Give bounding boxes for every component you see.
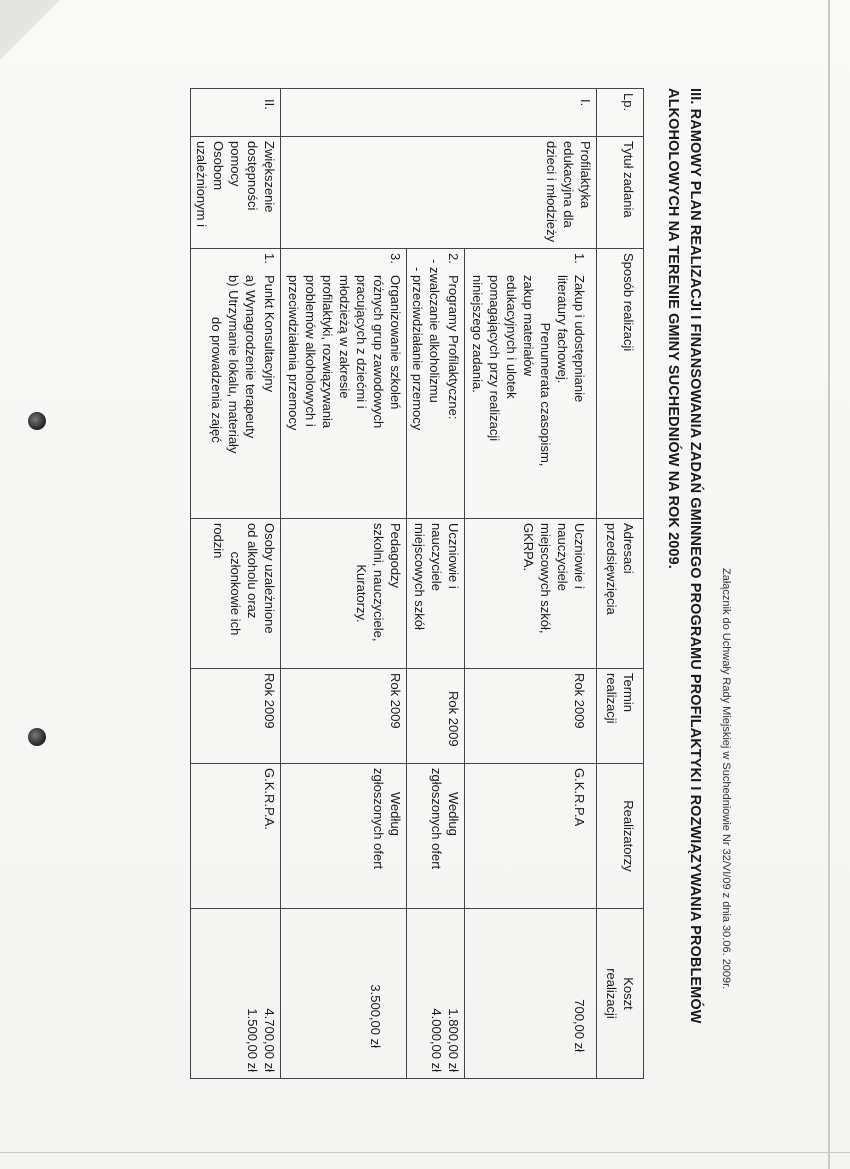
item-number: 1. [572, 253, 587, 264]
row1-item3-method [281, 249, 407, 519]
title-line-2: ALKOHOLOWYCH NA TERENIE GMINY SUCHEDNIÓW NA ROK 2009. [665, 88, 681, 569]
item-line: zakup materiałów [521, 275, 536, 377]
table-header-row [597, 89, 644, 1079]
table-row [191, 89, 281, 1079]
row1-item3-cost: 3.500,00 zł [281, 909, 407, 1079]
row1-title-line3: dzieci i młodzieży [544, 141, 559, 243]
header-term-line1: Termin [621, 673, 636, 713]
recipients-line: Pedagodzy [388, 523, 403, 589]
row1-item1-executors: G.K.R.P.A [465, 764, 597, 909]
item-line: edukacyjnych i ulotek [504, 275, 519, 399]
row1-item3-term: Rok 2009 [281, 669, 407, 764]
list-item [285, 253, 404, 514]
item-subline: a) Wynagrodzenie terapeuty [243, 275, 258, 439]
item-line: pomagających przy realizacji [487, 275, 502, 442]
plan-table [190, 88, 644, 1079]
item-subline: - zwalczanie alkoholizmu [427, 259, 442, 403]
header-lp: Lp. [597, 89, 644, 137]
item-line: niniejszego zadania. [470, 275, 485, 393]
item-line: Organizowanie szkoleń [388, 275, 403, 410]
header-cost [597, 909, 644, 1079]
executors-line: Według [446, 792, 461, 836]
header-task-title: Tytuł zadania [597, 137, 644, 249]
header-term-line2: realizacji [604, 673, 619, 724]
document-title [662, 88, 706, 1068]
row2-cost [191, 909, 281, 1079]
row2-task-title [191, 137, 281, 249]
cost-line: 1.800,00 zł [446, 1008, 461, 1072]
row2-title-line: Zwiększenie [262, 141, 277, 213]
row2-recipients [191, 519, 281, 669]
row1-item1-cost: 700,00 zł [465, 909, 597, 1079]
row1-title-line2: edukacyjna dla [561, 141, 576, 228]
header-cost-line1: Koszt [621, 977, 636, 1010]
row1-item3-recipients [281, 519, 407, 669]
page-corner-fold [0, 0, 60, 60]
item-line: różnych grup zawodowych [371, 275, 386, 429]
header-recipients-line1: Adresaci [621, 523, 636, 574]
row2-title-line: uzależnionym i [194, 141, 209, 227]
item-line: problemów alkoholowych i [303, 275, 318, 427]
header-recipients-line2: przedsięwzięcia [604, 523, 619, 615]
row1-item2-cost [407, 909, 465, 1079]
list-item [445, 253, 462, 514]
item-number: 3. [388, 253, 403, 264]
header-method: Sposób realizacji [597, 249, 644, 519]
executors-line: zgłoszonych ofert [371, 768, 386, 870]
recipients-line: nauczyciele [429, 523, 444, 591]
item-line: Prenumerata czasopism, [538, 322, 553, 467]
row1-item1-method [465, 249, 597, 519]
header-recipients [597, 519, 644, 669]
row1-task-title [281, 137, 597, 249]
item-text: Punkt Konsultacyjny [262, 275, 277, 393]
list-item [469, 253, 588, 514]
row1-item1-term: Rok 2009 [465, 669, 597, 764]
recipients-line: Osoby uzależnione [262, 523, 277, 634]
header-executors: Realizatorzy [597, 764, 644, 909]
recipients-line: GKRPA. [521, 523, 536, 572]
row2-executors: G.K.R.P.A. [191, 764, 281, 909]
row2-title-line: dostępności pomocy [228, 141, 260, 211]
item-subline: do prowadzenia zajęć [209, 317, 224, 443]
page-bottom-edge [0, 1152, 850, 1153]
item-line: młodzieżą w zakresie [337, 275, 352, 399]
row2-lp: II. [191, 89, 281, 137]
item-subline: - przeciwdziałanie przemocy [410, 267, 425, 431]
cost-line: 4.700,00 zł [262, 1008, 277, 1072]
recipients-line: Kuratorzy. [354, 564, 369, 623]
item-text [469, 275, 588, 514]
item-line: Zakup i udostępnianie [572, 275, 587, 403]
item-line: pracujących z dziećmi i [354, 275, 369, 409]
item-number: 1. [262, 253, 277, 264]
recipients-line: od alkoholu oraz [245, 523, 260, 619]
row2-title-line: Osobom [211, 141, 226, 191]
annex-note: Załącznik do Uchwały Rady Miejskiej w Suchedniowie Nr 32/VI/09 z dnia 30.06. 2009r. [720, 568, 732, 990]
row1-item3-executors [281, 764, 407, 909]
row1-lp: I. [281, 89, 597, 137]
row1-item1-recipients [465, 519, 597, 669]
row2-term: Rok 2009 [191, 669, 281, 764]
rotated-landscape-content [90, 48, 740, 1088]
page-edge-line [828, 0, 830, 1169]
row2-method [191, 249, 281, 519]
recipients-line: członkowie ich [228, 551, 243, 636]
row1-title-line1: Profilaktyka [578, 141, 593, 209]
row1-item2-recipients [407, 519, 465, 669]
table-row [465, 89, 597, 1079]
recipients-line: Uczniowie i [446, 523, 461, 589]
punch-hole-bottom [28, 728, 46, 746]
cost-line: 4.000,00 zł [429, 1008, 444, 1072]
item-number: 2. [446, 253, 461, 264]
recipients-line: miejscowych szkół, [538, 523, 553, 634]
item-line: profilaktyki, rozwiązywania [320, 275, 335, 429]
recipients-line: miejscowych szkół [412, 523, 427, 630]
header-cost-line2: realizacji [604, 968, 619, 1019]
recipients-line: Uczniowie i [572, 523, 587, 589]
punch-hole-top [28, 412, 46, 430]
executors-line: zgłoszonych ofert [429, 768, 444, 870]
row1-item2-executors [407, 764, 465, 909]
item-subline: b) Utrzymanie lokalu, materiały [226, 275, 241, 454]
header-term [597, 669, 644, 764]
row1-item2-term: Rok 2009 [407, 669, 465, 764]
recipients-line: szkolni, nauczyciele, [371, 523, 386, 642]
item-line: literatury fachowej. [555, 275, 570, 384]
recipients-line: rodzin [211, 523, 226, 559]
recipients-line: nauczyciele [555, 523, 570, 591]
list-item [261, 253, 278, 514]
item-text: Programy Profilaktyczne: [446, 275, 461, 420]
title-line-1: III. RAMOWY PLAN REALIZACJI I FINANSOWANIA ZADAŃ GMINNEGO PROGRAMU PROFILAKTYKI I ROZWIĄZYWANIA PROBLEMÓW [687, 88, 703, 1024]
item-line: przeciwdziałania przemocy [286, 275, 301, 431]
row1-item2-method [407, 249, 465, 519]
executors-line: Według [388, 792, 403, 836]
cost-line: 1.500,00 zł [245, 1008, 260, 1072]
item-text [285, 275, 404, 514]
